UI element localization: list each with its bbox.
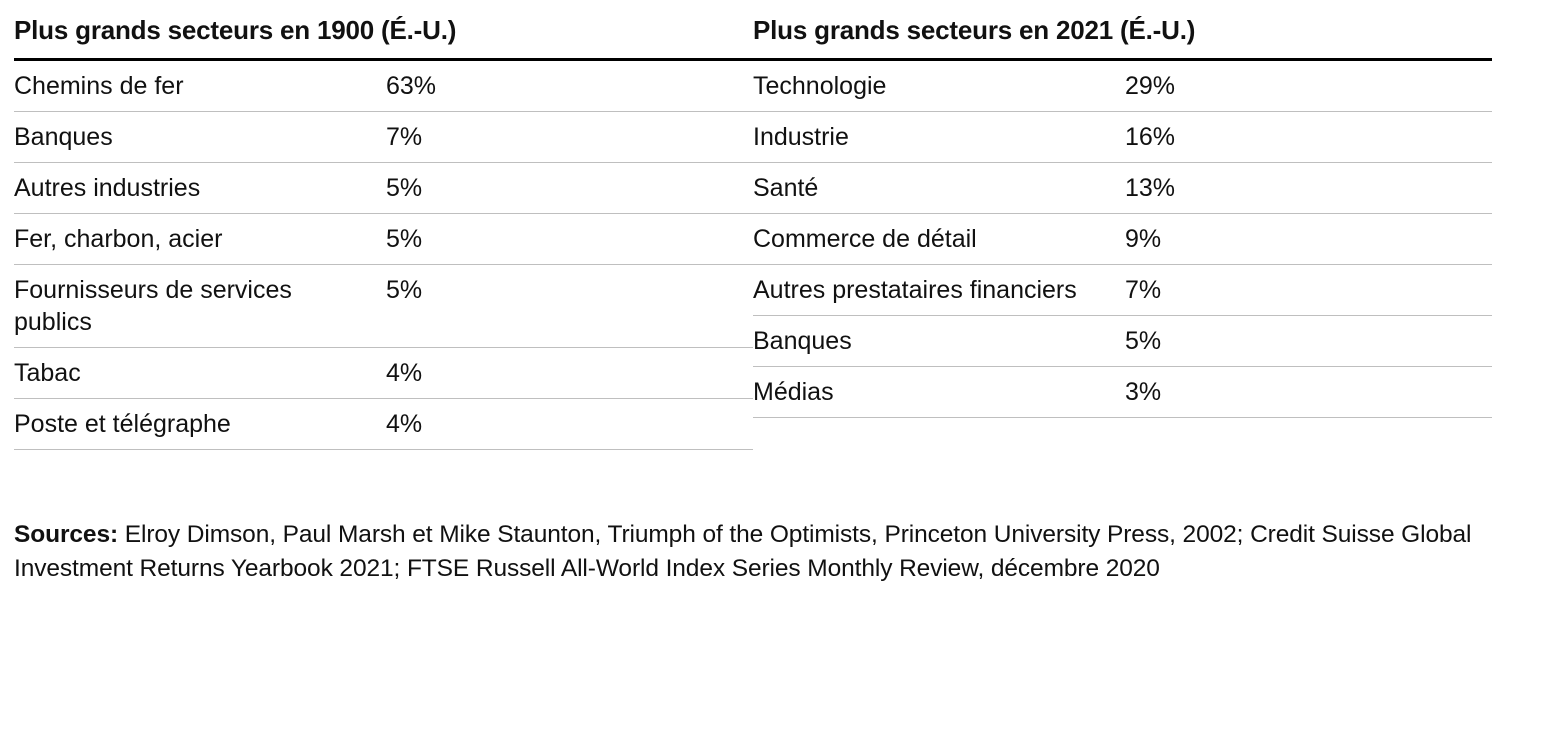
sector-label: Santé	[753, 173, 819, 202]
sector-value: 4%	[386, 358, 423, 387]
table-row	[14, 399, 753, 450]
sector-label: Fournisseurs de services publics	[14, 275, 292, 336]
sector-value: 13%	[1125, 173, 1176, 202]
table-2021-header: Plus grands secteurs en 2021 (É.-U.)	[753, 15, 1196, 45]
sector-value: 63%	[386, 71, 437, 100]
sector-label: Autres prestataires financiers	[753, 275, 1077, 304]
sector-value: 3%	[1125, 377, 1162, 406]
table-row	[753, 61, 1492, 112]
sector-label: Tabac	[14, 358, 81, 387]
table-row	[14, 348, 753, 399]
sector-label: Commerce de détail	[753, 224, 977, 253]
table-row	[14, 265, 753, 348]
sector-label: Fer, charbon, acier	[14, 224, 223, 253]
sector-label: Médias	[753, 377, 834, 406]
sector-value: 5%	[386, 224, 423, 253]
table-row	[753, 265, 1492, 316]
sector-label: Autres industries	[14, 173, 201, 202]
sources-label: Sources:	[14, 520, 119, 548]
tables-container	[14, 16, 1492, 450]
sector-value: 5%	[386, 275, 423, 304]
sector-label: Banques	[753, 326, 852, 355]
table-row	[14, 112, 753, 163]
table-row	[753, 367, 1492, 418]
sector-value: 7%	[1125, 275, 1162, 304]
table-row	[14, 163, 753, 214]
sector-label: Industrie	[753, 122, 849, 151]
table-row	[14, 214, 753, 265]
table-row	[753, 316, 1492, 367]
sector-value: 29%	[1125, 71, 1176, 100]
table-row	[753, 214, 1492, 265]
sector-label: Poste et télégraphe	[14, 409, 231, 438]
sector-value: 5%	[1125, 326, 1162, 355]
sector-value: 9%	[1125, 224, 1162, 253]
sector-label: Chemins de fer	[14, 71, 184, 100]
table-2021	[753, 16, 1492, 450]
sector-value: 5%	[386, 173, 423, 202]
sources-text: Elroy Dimson, Paul Marsh et Mike Staunton, Triumph of the Optimists, Princeton University Press, 2002; Credit Suisse Global Investment Returns Yearbook 2021; FTSE Russell All-World Index Series Monthly Review, décembre 2020	[14, 520, 1472, 582]
sector-label: Technologie	[753, 71, 887, 100]
sector-value: 16%	[1125, 122, 1176, 151]
sector-value: 7%	[386, 122, 423, 151]
sector-label: Banques	[14, 122, 113, 151]
table-1900-header: Plus grands secteurs en 1900 (É.-U.)	[14, 15, 457, 45]
table-row	[753, 112, 1492, 163]
sources-note	[14, 518, 1492, 586]
table-1900	[14, 16, 753, 450]
sector-value: 4%	[386, 409, 423, 438]
table-row	[753, 163, 1492, 214]
table-row	[14, 61, 753, 112]
